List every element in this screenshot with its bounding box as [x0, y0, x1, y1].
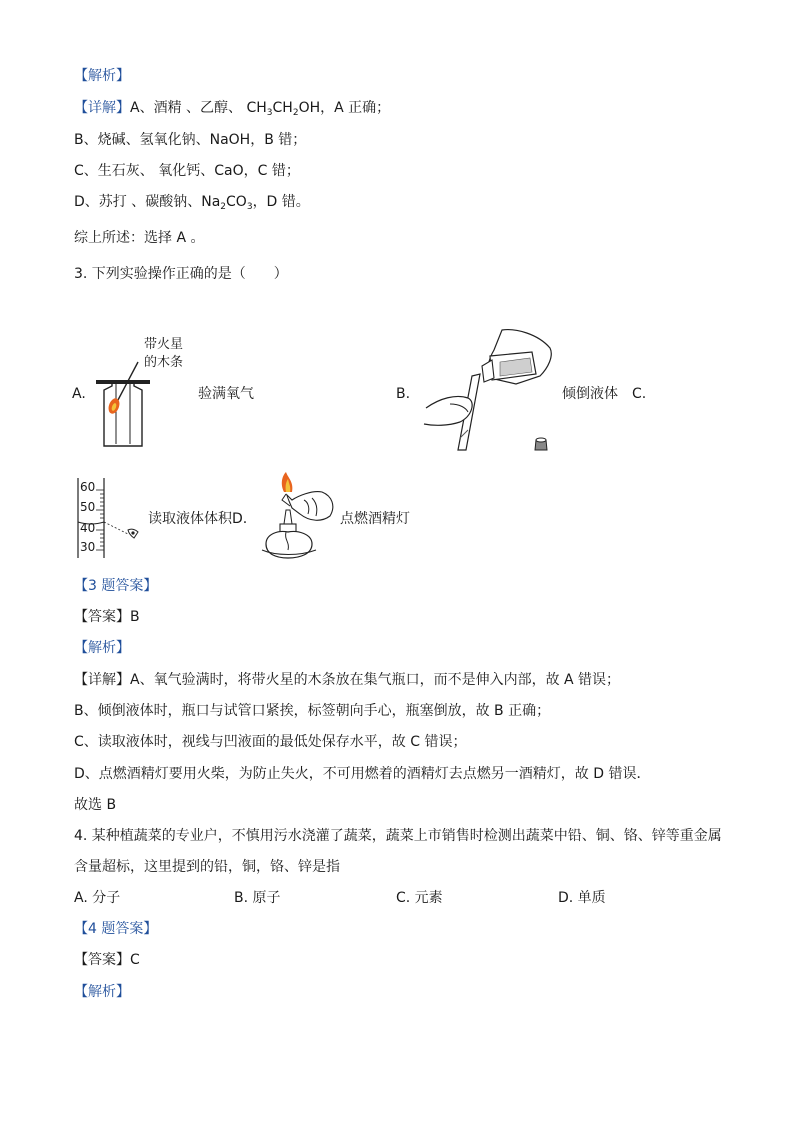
q3-analysis-tag: 【解析】 — [74, 640, 130, 656]
formula-part: CO — [226, 194, 247, 210]
tick-30: 30 — [80, 540, 96, 554]
q3-option-b-label: B. — [396, 386, 411, 402]
subscript: 3 — [246, 202, 253, 212]
q3-detail-b: B、倾倒液体时，瓶口与试管口紧挨，标签朝向手心，瓶塞倒放，故 B 正确； — [74, 703, 551, 719]
q2-line-c: C、生石灰、 氧化钙、CaO，C 错； — [74, 163, 300, 179]
q4-analysis-tag: 【解析】 — [74, 984, 130, 1000]
q2-line-d — [74, 192, 310, 212]
q3-option-a-label: A. — [72, 386, 86, 402]
bottle-stopper-icon — [532, 436, 550, 452]
q3-option-b-caption: 倾倒液体 — [562, 386, 618, 402]
q4-stem-line-2: 含量超标，这里提到的铅，铜，铬、锌是指 — [74, 859, 340, 875]
q3-option-c-label: C. — [632, 386, 647, 402]
q3-stem: 3. 下列实验操作正确的是（ ） — [74, 266, 288, 282]
splint-label-2: 的木条 — [144, 355, 184, 370]
detail-tag: 【详解】 — [74, 100, 130, 116]
q3-answer-section: 【3 题答案】 — [74, 578, 158, 594]
q4-answer: 【答案】C — [74, 952, 140, 968]
q4-option-a: A. 分子 — [74, 890, 121, 906]
q3-option-c-caption: 读取液体体积 — [148, 511, 232, 527]
q2-analysis-tag: 【解析】 — [74, 68, 130, 84]
q4-option-d: D. 单质 — [558, 890, 606, 906]
q3-conclusion: 故选 B — [74, 797, 117, 813]
formula-part: OH — [298, 100, 321, 116]
q3-detail-c: C、读取液体时，视线与凹液面的最低处保存水平，故 C 错误； — [74, 734, 467, 750]
q4-stem-line-1: 4. 某种植蔬菜的专业户，不慎用污水浇灌了蔬菜，蔬菜上市销售时检测出蔬菜中铅、铜、铬、锌等重金属 — [74, 828, 722, 844]
formula-part: CH — [272, 100, 293, 116]
text-d-pre: D、苏打 、碳酸钠、Na — [74, 194, 221, 210]
tick-40: 40 — [80, 521, 96, 535]
q2-summary: 综上所述：选择 A 。 — [74, 230, 205, 246]
q3-option-d-label: D. — [232, 511, 248, 527]
splint-label-1: 带火星 — [144, 337, 184, 352]
text-a-pre: A、酒精 、乙醇、 CH — [130, 100, 267, 116]
q3-answer: 【答案】B — [74, 609, 140, 625]
pouring-liquid-figure — [420, 326, 560, 454]
q4-answer-section: 【4 题答案】 — [74, 921, 158, 937]
q4-option-b: B. 原子 — [234, 890, 281, 906]
gas-bottle-figure — [94, 360, 154, 452]
q4-option-c: C. 元素 — [396, 890, 443, 906]
subscript: 2 — [220, 202, 227, 212]
q3-detail-d: D、点燃酒精灯要用火柴，为防止失火，不可用燃着的酒精灯去点燃另一酒精灯，故 D 错误． — [74, 766, 651, 782]
subscript: 2 — [292, 108, 299, 118]
text-d-post: ，D 错。 — [252, 194, 310, 210]
q3-option-d-caption: 点燃酒精灯 — [340, 511, 410, 527]
q2-line-b: B、烧碱、氢氧化钠、NaOH，B 错； — [74, 132, 307, 148]
subscript: 3 — [266, 108, 273, 118]
alcohol-lamp-figure — [256, 470, 340, 562]
q3-option-a-caption: 验满氧气 — [198, 386, 254, 402]
text-a-post: ，A 正确； — [320, 100, 391, 116]
q2-detail-a — [74, 98, 390, 118]
q3-detail-a: 【详解】A、氧气验满时，将带火星的木条放在集气瓶口，而不是伸入内部，故 A 错误； — [74, 672, 621, 688]
tick-50: 50 — [80, 500, 96, 514]
tick-60: 60 — [80, 480, 96, 494]
